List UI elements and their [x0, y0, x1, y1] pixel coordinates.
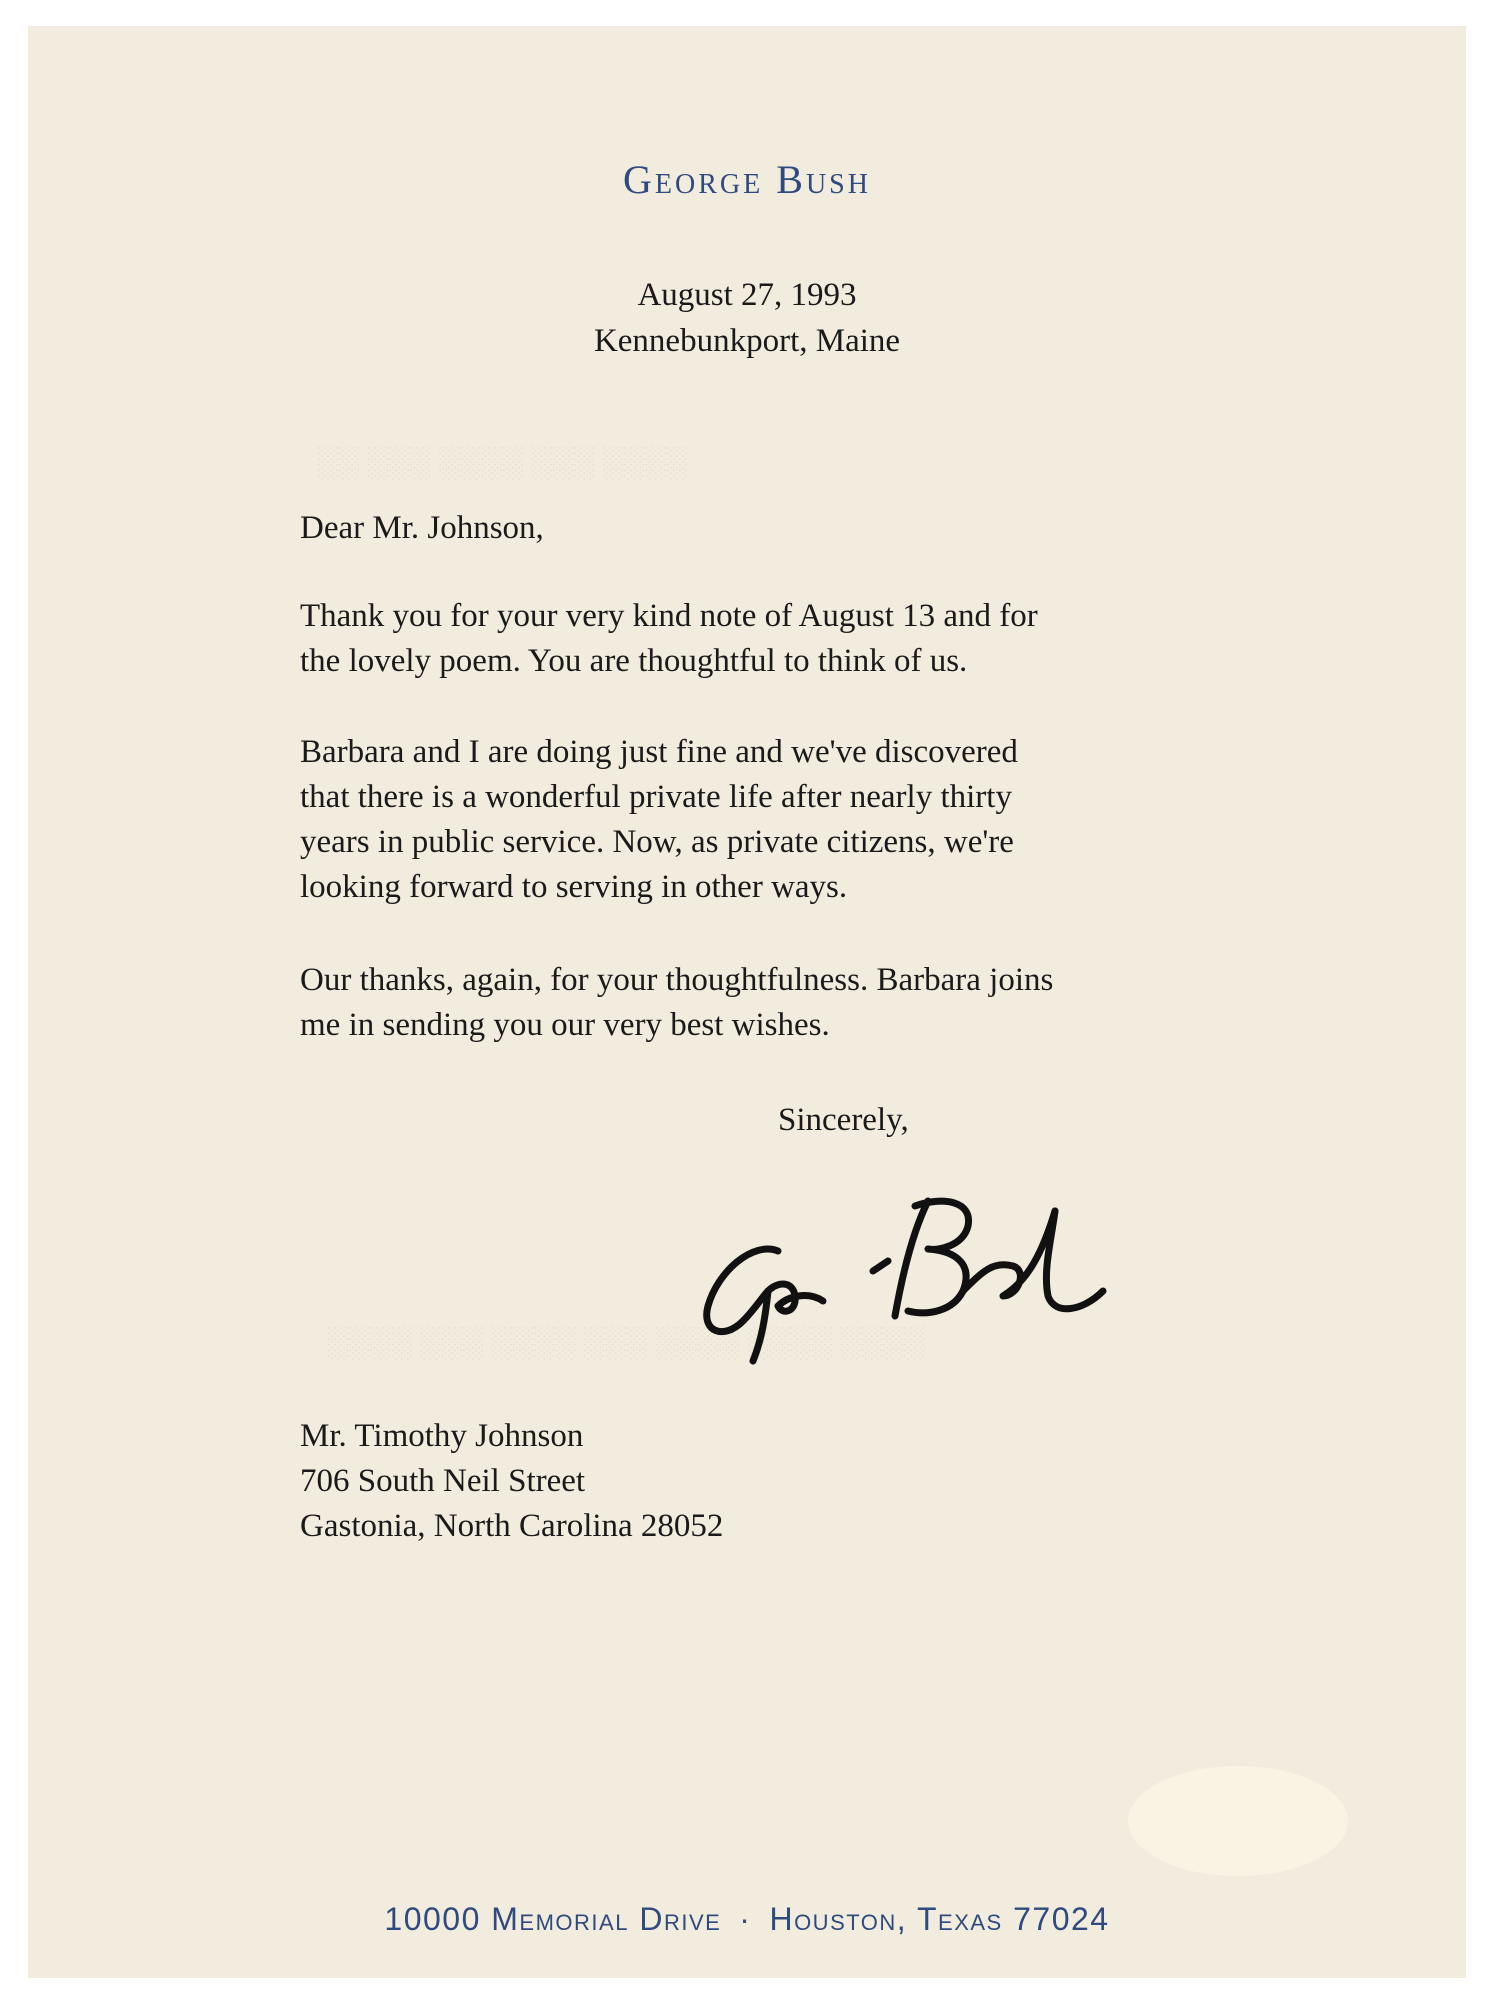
signature-icon	[683, 1131, 1153, 1421]
recipient-street: 706 South Neil Street	[300, 1463, 586, 1499]
footer-city: Houston, Texas 77024	[769, 1901, 1110, 1937]
paragraph-3-line: me in sending you our very best wishes.	[300, 1007, 830, 1043]
letterhead-footer	[28, 1901, 1466, 1938]
paper-stain	[1128, 1766, 1348, 1876]
footer-separator: ·	[739, 1901, 752, 1937]
letterhead-name: George Bush	[623, 157, 871, 202]
paragraph-2-line: Barbara and I are doing just fine and we've discovered	[300, 734, 1018, 770]
show-through-text-bottom: ░░░░ ░░░░ ░░░░ ░░░ ░░░░ ░░░ ░░░░	[328, 1326, 926, 1359]
letter-place: Kennebunkport, Maine	[593, 323, 901, 359]
paragraph-1	[300, 594, 1300, 684]
paragraph-2-line: looking forward to serving in other ways.	[300, 869, 848, 905]
paragraph-1-line: the lovely poem. You are thoughtful to think of us.	[300, 643, 968, 679]
paragraph-1-line: Thank you for your very kind note of August 13 and for	[300, 598, 1038, 634]
recipient-address	[300, 1414, 1300, 1549]
dateline	[28, 272, 1466, 364]
paragraph-3-line: Our thanks, again, for your thoughtfulness. Barbara joins	[300, 962, 1054, 998]
salutation: Dear Mr. Johnson,	[300, 510, 544, 546]
recipient-city: Gastonia, North Carolina 28052	[300, 1508, 724, 1544]
paragraph-2-line: years in public service. Now, as private citizens, we're	[300, 824, 1014, 860]
footer-address: 10000 Memorial Drive	[384, 1901, 722, 1937]
recipient-name: Mr. Timothy Johnson	[300, 1418, 584, 1454]
letter-paper	[28, 26, 1466, 1978]
paragraph-3	[300, 958, 1300, 1048]
paragraph-2	[300, 730, 1300, 910]
letter-date: August 27, 1993	[637, 277, 857, 313]
closing: Sincerely,	[778, 1102, 909, 1138]
show-through-text-top: ░░░░ ░░░ ░░░░ ░░░ ░░	[318, 446, 689, 479]
paragraph-2-line: that there is a wonderful private life after nearly thirty	[300, 779, 1012, 815]
